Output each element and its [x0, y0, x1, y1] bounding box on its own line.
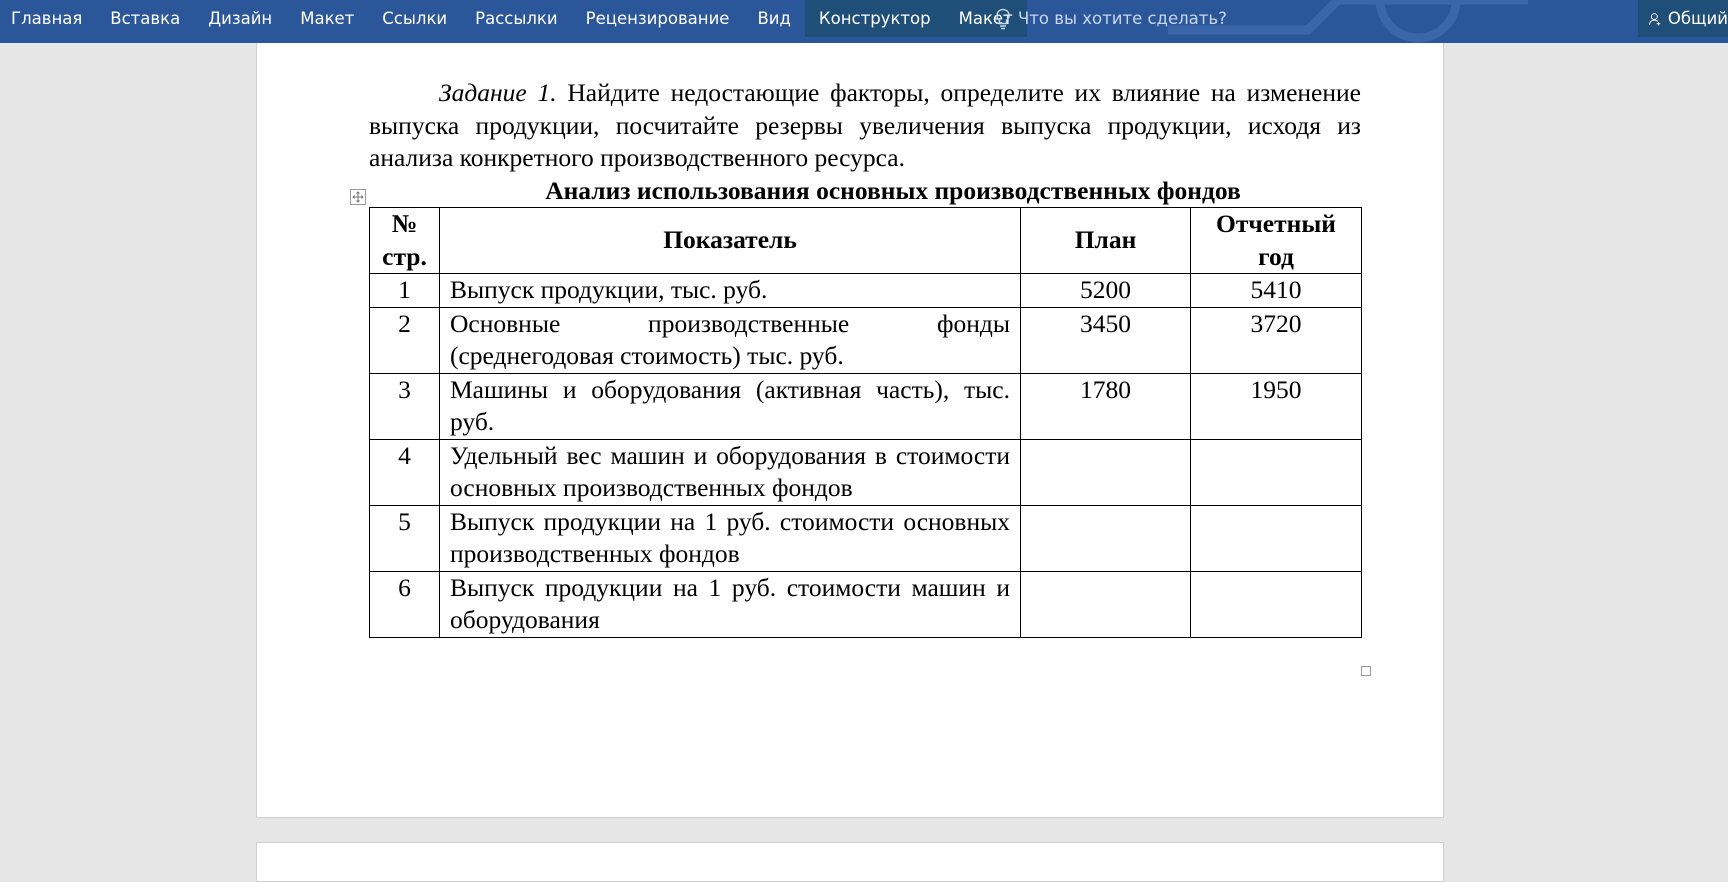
- table-move-handle-icon[interactable]: [350, 189, 366, 205]
- header-row-number[interactable]: № стр.: [370, 208, 440, 274]
- cell-actual[interactable]: [1191, 571, 1362, 637]
- cell-plan[interactable]: [1021, 505, 1191, 571]
- ribbon: [0, 0, 1728, 43]
- tab-mailings[interactable]: Рассылки: [475, 9, 558, 28]
- cell-actual[interactable]: 3720: [1191, 307, 1362, 373]
- table-row: [370, 505, 1362, 571]
- header-indicator[interactable]: Показатель: [440, 208, 1021, 274]
- cell-row-number[interactable]: 5: [370, 505, 440, 571]
- cell-row-number[interactable]: 1: [370, 274, 440, 308]
- cell-plan[interactable]: 3450: [1021, 307, 1191, 373]
- task-paragraph: [369, 77, 1361, 175]
- cell-indicator[interactable]: Удельный вес машин и оборудования в стоимости основных производственных фондов: [440, 439, 1021, 505]
- document-body[interactable]: [369, 77, 1361, 638]
- cell-row-number[interactable]: 4: [370, 439, 440, 505]
- header-reporting-year[interactable]: Отчетный год: [1191, 208, 1362, 274]
- cell-indicator[interactable]: Основные производственные фонды (среднегодовая стоимость) тыс. руб.: [440, 307, 1021, 373]
- table-row: [370, 439, 1362, 505]
- tab-design[interactable]: Дизайн: [208, 9, 273, 28]
- cell-actual[interactable]: 1950: [1191, 373, 1362, 439]
- tell-me-placeholder: Что вы хотите сделать?: [1018, 9, 1227, 28]
- cell-plan[interactable]: [1021, 571, 1191, 637]
- table-row: [370, 274, 1362, 308]
- tab-view[interactable]: Вид: [757, 9, 791, 28]
- table-resize-handle[interactable]: [1361, 666, 1371, 676]
- cell-actual[interactable]: [1191, 505, 1362, 571]
- cell-indicator[interactable]: Выпуск продукции на 1 руб. стоимости основных производственных фондов: [440, 505, 1021, 571]
- task-text: Найдите недостающие факторы, определите их влияние на изменение выпуска продукции, посчитайте резервы увеличения выпуска продукции, исходя из анализа конкретного производственного ресурса.: [369, 78, 1361, 172]
- cell-row-number[interactable]: 6: [370, 571, 440, 637]
- tab-references[interactable]: Ссылки: [382, 9, 448, 28]
- table-caption: Анализ использования основных производственных фондов: [545, 175, 1241, 205]
- cell-actual[interactable]: [1191, 439, 1362, 505]
- header-plan[interactable]: План: [1021, 208, 1191, 274]
- table-row: [370, 307, 1362, 373]
- cell-indicator[interactable]: Машины и оборудования (активная часть), тыс. руб.: [440, 373, 1021, 439]
- tab-review[interactable]: Рецензирование: [585, 9, 730, 28]
- ribbon-tabs: [0, 0, 1027, 37]
- person-icon: [1649, 8, 1661, 30]
- task-label: Задание 1.: [439, 78, 557, 107]
- cell-indicator[interactable]: Выпуск продукции, тыс. руб.: [440, 274, 1021, 308]
- table-row: [370, 373, 1362, 439]
- cell-row-number[interactable]: 3: [370, 373, 440, 439]
- cell-row-number[interactable]: 2: [370, 307, 440, 373]
- cell-plan[interactable]: 5200: [1021, 274, 1191, 308]
- tab-insert[interactable]: Вставка: [110, 9, 181, 28]
- tab-layout[interactable]: Макет: [300, 9, 355, 28]
- cell-plan[interactable]: 1780: [1021, 373, 1191, 439]
- tell-me-search[interactable]: [995, 0, 1227, 37]
- document-page-next[interactable]: [256, 842, 1444, 882]
- cell-actual[interactable]: 5410: [1191, 274, 1362, 308]
- tab-table-layout[interactable]: Макет: [945, 0, 1027, 37]
- share-label: Общий: [1667, 9, 1728, 28]
- table-header-row: [370, 208, 1362, 274]
- tab-home[interactable]: Главная: [11, 9, 83, 28]
- cell-plan[interactable]: [1021, 439, 1191, 505]
- cell-indicator[interactable]: Выпуск продукции на 1 руб. стоимости машин и оборудования: [440, 571, 1021, 637]
- table-row: [370, 571, 1362, 637]
- lightbulb-icon: [995, 8, 1011, 30]
- tab-table-design[interactable]: Конструктор: [805, 0, 945, 37]
- share-button[interactable]: [1638, 0, 1728, 37]
- analysis-table[interactable]: [369, 207, 1362, 638]
